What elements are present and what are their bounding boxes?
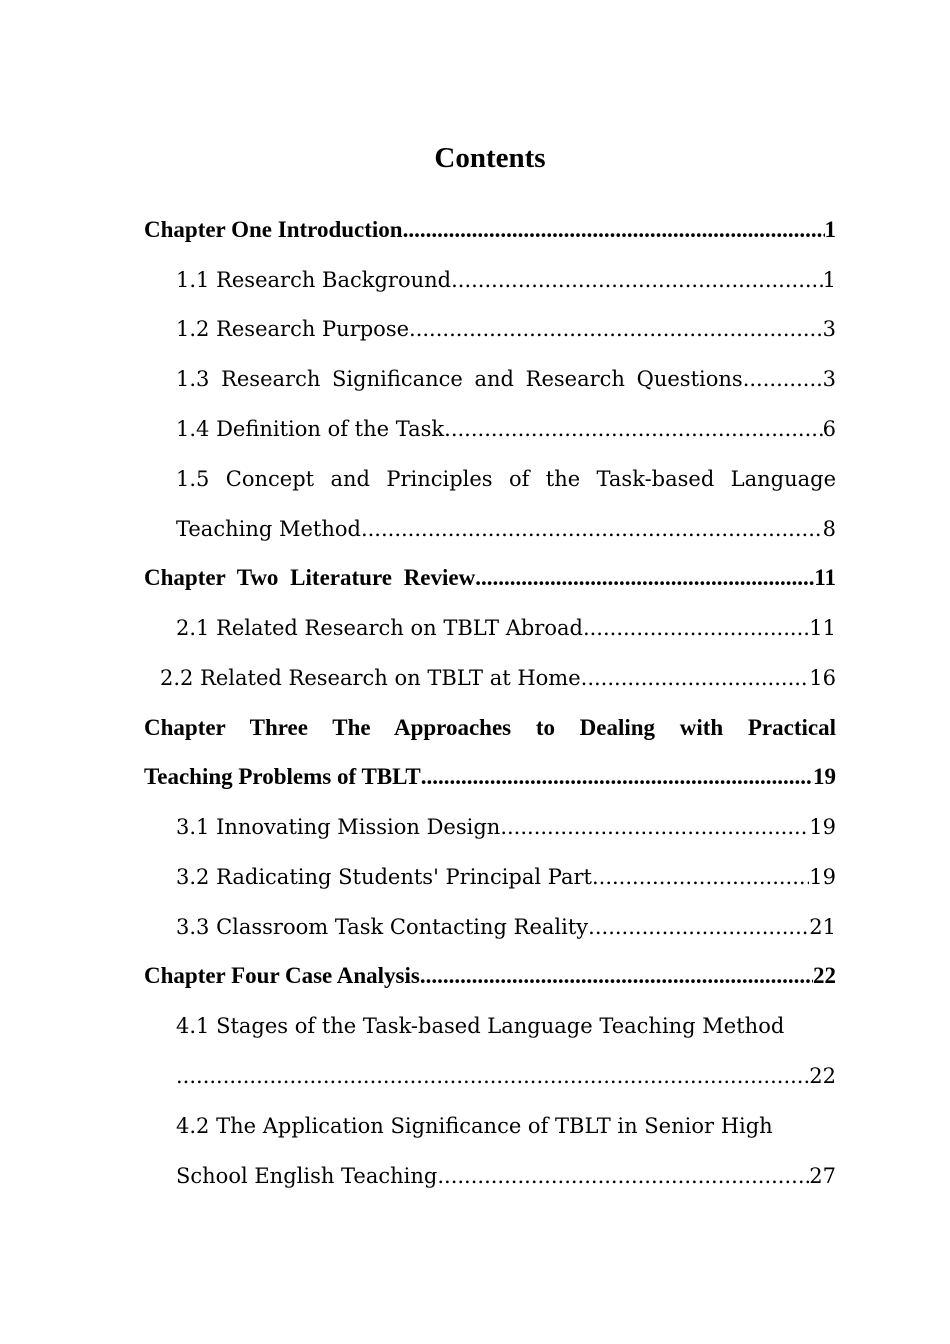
dot-leader bbox=[403, 212, 825, 248]
toc-entry-4-2-line2[interactable]: School English Teaching ..... 27 bbox=[176, 1158, 836, 1194]
toc-entry-4-2-line1[interactable]: 4.2 The Application Significance of TBLT in Senior High bbox=[176, 1114, 773, 1138]
dot-leader bbox=[176, 1058, 809, 1094]
dot-leader bbox=[581, 660, 810, 696]
dot-leader bbox=[421, 759, 813, 795]
contents-title: Contents bbox=[434, 142, 546, 174]
dot-leader bbox=[592, 859, 809, 895]
toc-entry-1-2[interactable]: 1.2 Research Purpose ..... 3 bbox=[176, 311, 836, 347]
toc-entry-chapter-three-line1[interactable]: Chapter Three The Approaches to Dealing with Practical bbox=[144, 715, 836, 740]
dot-leader bbox=[420, 958, 813, 994]
toc-entry-1-5-line2[interactable]: Teaching Method ..... 8 bbox=[176, 511, 836, 547]
toc-entry-3-3[interactable]: 3.3 Classroom Task Contacting Reality ..... 21 bbox=[176, 909, 836, 945]
toc-entry-3-2[interactable]: 3.2 Radicating Students' Principal Part ..... 19 bbox=[176, 859, 836, 895]
toc-entry-chapter-four[interactable]: Chapter Four Case Analysis ..... 22 bbox=[144, 958, 836, 994]
toc-entry-1-1[interactable]: 1.1 Research Background ..... 1 bbox=[176, 262, 836, 298]
toc-entry-1-3[interactable]: 1.3 Research Significance and Research Questions ..... 3 bbox=[176, 361, 836, 397]
toc-entry-2-1[interactable]: 2.1 Related Research on TBLT Abroad ..... 11 bbox=[176, 610, 836, 646]
dot-leader bbox=[444, 411, 822, 447]
dot-leader bbox=[451, 262, 823, 298]
toc-entry-2-2[interactable]: 2.2 Related Research on TBLT at Home ..... 16 bbox=[160, 660, 836, 696]
toc-entry-4-1-line1[interactable]: 4.1 Stages of the Task-based Language Teaching Method bbox=[176, 1014, 785, 1038]
toc-entry-chapter-three-line2[interactable]: Teaching Problems of TBLT ..... 19 bbox=[144, 759, 836, 795]
toc-entry-1-4[interactable]: 1.4 Definition of the Task ..... 6 bbox=[176, 411, 836, 447]
toc-entry-4-1-line2[interactable]: ..... 22 bbox=[176, 1058, 836, 1094]
dot-leader bbox=[583, 610, 809, 646]
dot-leader bbox=[475, 560, 814, 596]
dot-leader bbox=[409, 311, 823, 347]
dot-leader bbox=[588, 909, 809, 945]
dot-leader bbox=[743, 361, 823, 397]
dot-leader bbox=[361, 511, 823, 547]
toc-entry-chapter-one[interactable]: Chapter One Introduction ..... 1 bbox=[144, 212, 836, 248]
dot-leader bbox=[437, 1158, 809, 1194]
toc-entry-3-1[interactable]: 3.1 Innovating Mission Design ..... 19 bbox=[176, 809, 836, 845]
toc-entry-chapter-two[interactable]: Chapter Two Literature Review ..... 11 bbox=[144, 560, 836, 596]
toc-entry-1-5-line1[interactable]: 1.5 Concept and Principles of the Task-based Language bbox=[176, 467, 836, 491]
dot-leader bbox=[500, 809, 809, 845]
